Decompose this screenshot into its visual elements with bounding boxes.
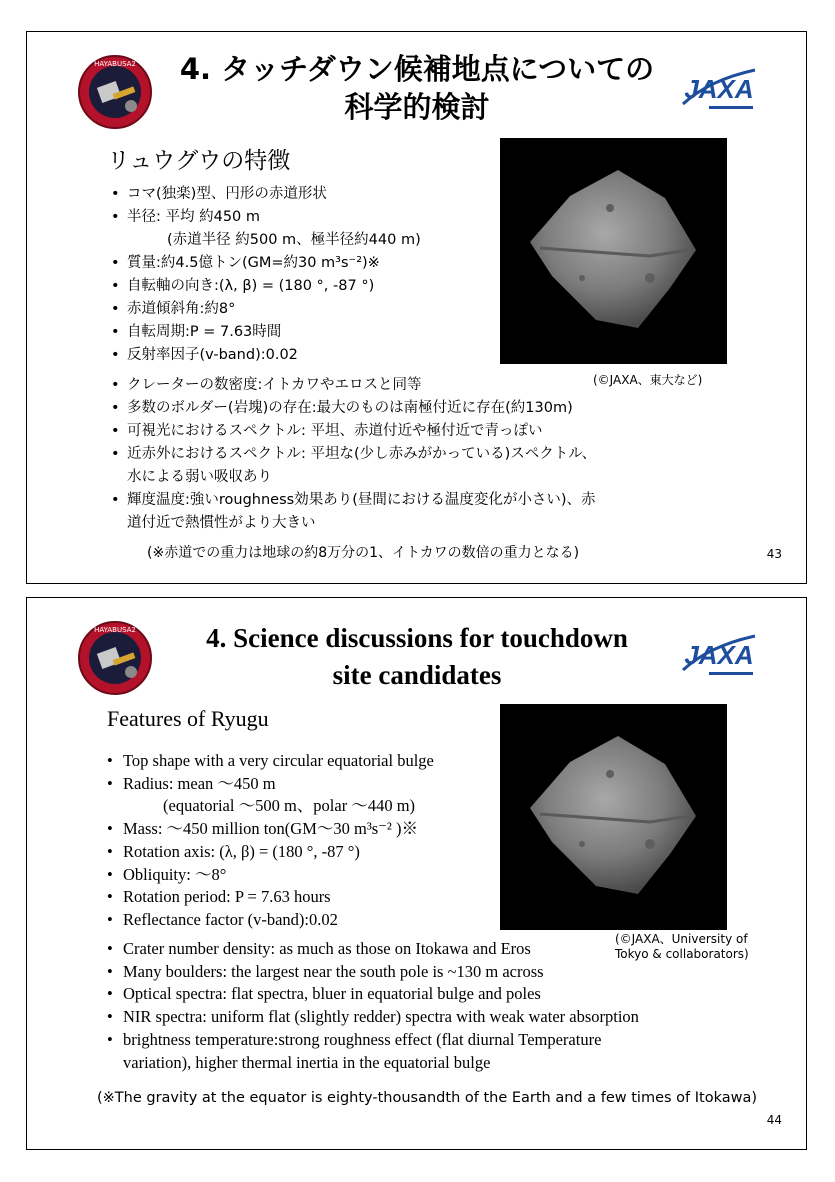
list-item: • Rotation axis: (λ, β) = (180 °, -87 °) xyxy=(107,841,434,864)
jaxa-logo xyxy=(679,626,759,684)
list-item: • brightness temperature:strong roughness effect (flat diurnal Temperature xyxy=(107,1029,639,1052)
hayabusa2-logo-text: HAYABUSA2 xyxy=(94,60,136,68)
subtitle: リュウグウの特徴 xyxy=(107,148,291,174)
page-number: 44 xyxy=(766,1113,782,1127)
slide-43 xyxy=(26,31,807,584)
page-number: 43 xyxy=(766,547,782,561)
observation-list xyxy=(107,938,639,1074)
ryugu-image xyxy=(500,138,727,364)
title-line-2: site candidates xyxy=(332,660,502,690)
list-item: • Crater number density: as much as those on Itokawa and Eros xyxy=(107,938,639,961)
list-item: • Mass: ～450 million ton(GM～30 m³s⁻² )※ xyxy=(107,818,434,841)
jaxa-logo xyxy=(679,60,759,118)
list-item: • 半径: 平均 約450 m xyxy=(111,206,421,229)
image-credit-line-1: (©JAXA、University of xyxy=(615,932,748,946)
list-item: • 近赤外におけるスペクトル: 平坦な(少し赤みがかっている)スペクトル、 xyxy=(111,443,596,466)
gravity-note: (※The gravity at the equator is eighty-thousandth of the Earth and a few times of Itokawa) xyxy=(97,1090,757,1106)
feature-list xyxy=(111,183,421,367)
list-item: • 質量:約4.5億トン(GM=約30 m³s⁻²)※ xyxy=(111,252,421,275)
slide-44 xyxy=(26,597,807,1150)
image-credit-line-2: Tokyo & collaborators) xyxy=(615,947,749,961)
list-item: • Reflectance factor (v-band):0.02 xyxy=(107,909,434,932)
observation-list xyxy=(111,374,596,535)
list-item: • 可視光におけるスペクトル: 平坦、赤道付近や極付近で青っぽい xyxy=(111,420,596,443)
list-item-continuation: 水による弱い吸収あり xyxy=(127,469,272,485)
title-line-1: 4. Science discussions for touchdown xyxy=(206,623,628,653)
list-item: • 反射率因子(v-band):0.02 xyxy=(111,344,421,367)
list-item: • Obliquity: ～8° xyxy=(107,864,434,887)
hayabusa2-logo-text: HAYABUSA2 xyxy=(94,626,136,634)
title-line-2: 科学的検討 xyxy=(344,90,490,124)
ryugu-image xyxy=(500,704,727,930)
list-item: • Many boulders: the largest near the south pole is ~130 m across xyxy=(107,961,639,984)
list-item: • 多数のボルダー(岩塊)の存在:最大のものは南極付近に存在(約130m) xyxy=(111,397,596,420)
list-item: • NIR spectra: uniform flat (slightly redder) spectra with weak water absorption xyxy=(107,1006,639,1029)
jaxa-logo-text: JAXA xyxy=(684,640,754,670)
hayabusa2-logo xyxy=(77,54,153,130)
list-item: • 赤道傾斜角:約8° xyxy=(111,298,421,321)
list-item: • クレーターの数密度:イトカワやエロスと同等 xyxy=(111,374,596,397)
feature-list xyxy=(107,750,434,932)
list-item: • 自転周期:P = 7.63時間 xyxy=(111,321,421,344)
title-line-1: 4. タッチダウン候補地点についての xyxy=(179,52,655,86)
list-item-continuation: (赤道半径 約500 m、極半径約440 m) xyxy=(167,232,421,248)
jaxa-logo-text: JAXA xyxy=(684,74,754,104)
slide-title xyxy=(157,620,677,694)
list-item: • Top shape with a very circular equatorial bulge xyxy=(107,750,434,773)
list-item-continuation: variation), higher thermal inertia in the equatorial bulge xyxy=(123,1052,491,1072)
list-item-continuation: 道付近で熱慣性がより大きい xyxy=(127,515,316,531)
list-item: • Radius: mean ～450 m xyxy=(107,773,434,796)
subtitle: Features of Ryugu xyxy=(107,706,269,731)
list-item: • Rotation period: P = 7.63 hours xyxy=(107,886,434,909)
list-item: • 輝度温度:強いroughness効果あり(昼間における温度変化が小さい)、赤 xyxy=(111,489,596,512)
image-credit: (©JAXA、東大など) xyxy=(593,373,703,387)
list-item: • 自転軸の向き:(λ, β) = (180 °, -87 °) xyxy=(111,275,421,298)
hayabusa2-logo xyxy=(77,620,153,696)
list-item: • コマ(独楽)型、円形の赤道形状 xyxy=(111,183,421,206)
list-item-continuation: (equatorial ～500 m、polar ～440 m) xyxy=(163,796,416,816)
slide-title xyxy=(157,50,677,126)
list-item: • Optical spectra: flat spectra, bluer in equatorial bulge and poles xyxy=(107,983,639,1006)
gravity-note: (※赤道での重力は地球の約8万分の1、イトカワの数倍の重力となる) xyxy=(147,545,580,561)
